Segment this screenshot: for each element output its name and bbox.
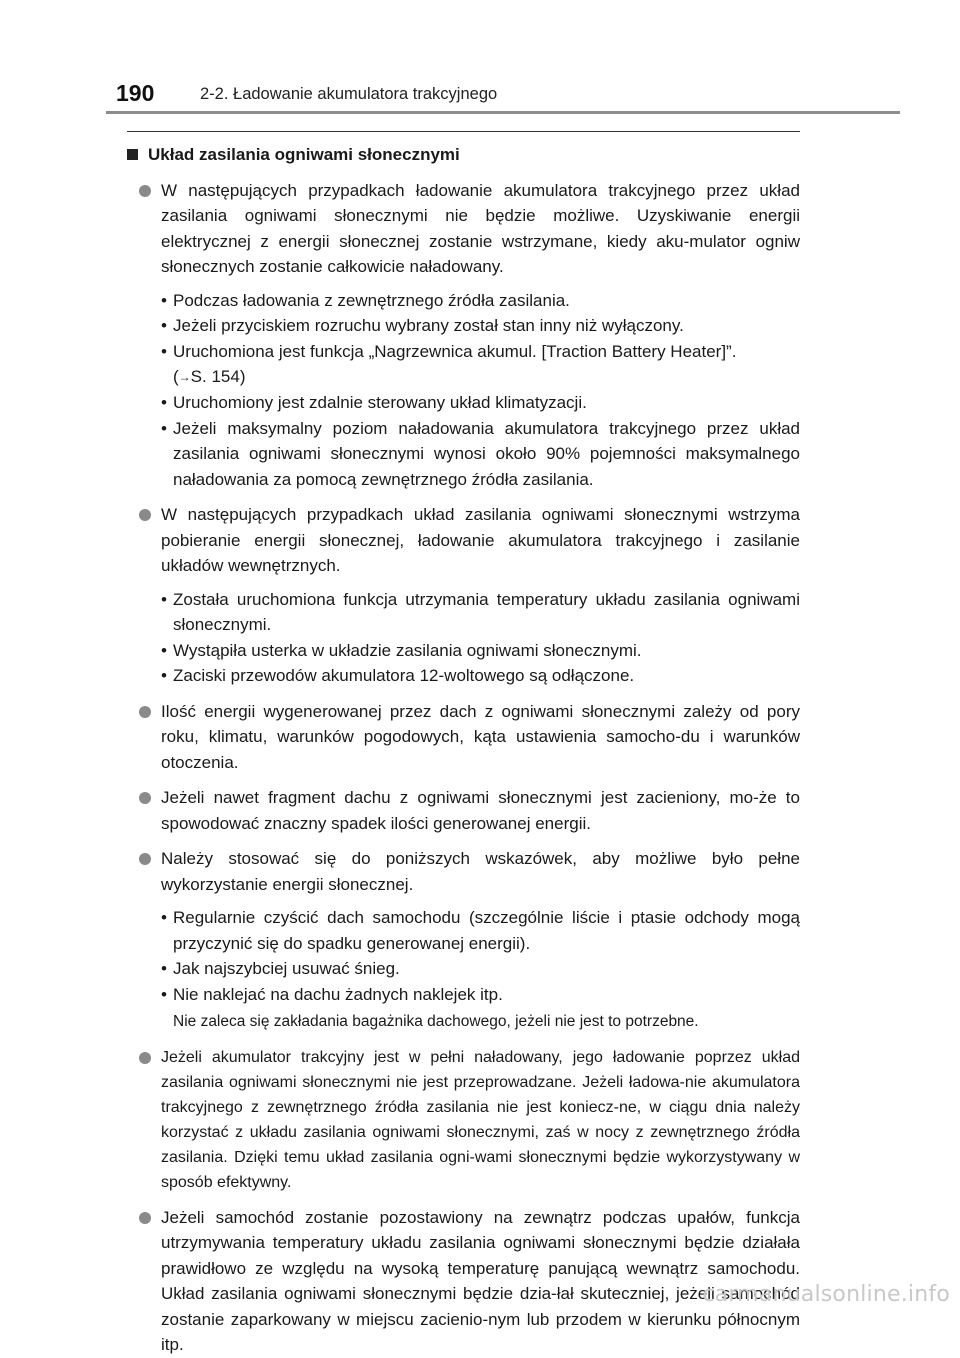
bullet-item (127, 1205, 800, 1358)
bullet-text: Jeżeli akumulator trakcyjny jest w pełni naładowany, jego ładowanie poprzez układ zasilania ogniwami słonecznymi nie jest przeprowadzane. Jeżeli ładowa-nie akumulatora trakcyjnego z zewnętrznego źródła zasilania nie jest koniecz-ne, w ciągu dnia należy korzystać z układu zasilania ogniwami słonecznymi, zaś w nocy z zewnętrznego źródła zasilania. Dzięki temu układ zasilania ogni-wami słonecznymi będzie wykorzystywany w sposób efektywny. (161, 1048, 800, 1191)
bullet-item (127, 178, 800, 493)
sub-item: • Uruchomiony jest zdalnie sterowany układ klimatyzacji. (161, 393, 587, 413)
sub-item: • Zaciski przewodów akumulatora 12-woltowego są odłączone. (161, 666, 635, 686)
header-divider (106, 111, 900, 114)
page-reference[interactable]: (→S. 154) (173, 367, 246, 386)
page-header (0, 0, 960, 112)
sub-item: • Uruchomiona jest funkcja „Nagrzewnica akumul. [Traction Battery Heater]”. (→S. 154) (161, 341, 737, 386)
bullet-item (127, 785, 800, 836)
sub-list (161, 905, 800, 1035)
bullet-text: W następujących przypadkach ładowanie akumulatora trakcyjnego przez układ zasilania ogniwami słonecznymi nie będzie możliwe. Uzyskiwanie energii elektrycznej z energii słonecznej zostanie wstrzymane, kiedy aku-mulator ogniw słonecznych zostanie całkowicie naładowany. (161, 180, 800, 276)
sub-item: • Regularnie czyścić dach samochodu (szczególnie liście i ptasie odchody mogą przyczynić się do spadku generowanej energii). (161, 908, 800, 953)
bullet-text: W następujących przypadkach układ zasilania ogniwami słonecznymi wstrzyma pobieranie energii słonecznej, ładowanie akumulatora trakcyjnego i zasilanie układów wewnętrznych. (161, 505, 800, 576)
content-divider (127, 131, 800, 132)
square-bullet-icon (127, 149, 138, 160)
page-number: 190 (116, 80, 155, 106)
sub-item: • Wystąpiła usterka w układzie zasilania ogniwami słonecznymi. (161, 640, 642, 660)
sub-item: • Jak najszybciej usuwać śnieg. (161, 959, 400, 979)
circle-bullet-icon (139, 706, 151, 718)
section-title: 2-2. Ładowanie akumulatora trakcyjnego (200, 85, 498, 103)
sub-note: Nie zaleca się zakładania bagażnika dachowego, jeżeli nie jest to potrzebne. (173, 1013, 699, 1031)
bullet-item (127, 699, 800, 776)
bullet-item (127, 846, 800, 1035)
bullet-item (127, 502, 800, 689)
sub-item: • Jeżeli przyciskiem rozruchu wybrany został stan inny niż wyłączony. (161, 316, 684, 335)
heading-text: Układ zasilania ogniwami słonecznymi (148, 145, 460, 164)
circle-bullet-icon (139, 1052, 151, 1064)
circle-bullet-icon (139, 853, 151, 865)
circle-bullet-icon (139, 509, 151, 521)
bullet-text: Jeżeli nawet fragment dachu z ogniwami słonecznymi jest zacieniony, mo-że to spowodować znaczny spadek ilości generowanej energii. (161, 788, 800, 833)
bullet-text: Należy stosować się do poniższych wskazówek, aby możliwe było pełne wykorzystanie energii słonecznej. (161, 849, 800, 894)
circle-bullet-icon (139, 185, 151, 197)
sub-item: • Została uruchomiona funkcja utrzymania temperatury układu zasilania ogniwami słonecznymi. (161, 589, 800, 635)
sub-list (161, 587, 800, 689)
arrow-right-icon: → (178, 369, 191, 384)
watermark: carmanualsonline.info (702, 1282, 950, 1307)
bullet-text: Ilość energii wygenerowanej przez dach z ogniwami słonecznymi zależy od pory roku, klimatu, warunków pogodowych, kąta ustawienia samocho-du i warunków otoczenia. (161, 701, 800, 772)
sub-item: • Jeżeli maksymalny poziom naładowania akumulatora trakcyjnego przez układ zasilania ogniwami słonecznymi wynosi około 90% pojemności maksymalnego naładowania za pomocą zewnętrznego źródła zasilania. (161, 418, 800, 489)
circle-bullet-icon (139, 1212, 151, 1224)
sub-item: • Nie naklejać na dachu żadnych naklejek itp. (161, 984, 503, 1004)
page-content (127, 142, 800, 1358)
section-heading (127, 142, 800, 168)
sub-item: • Podczas ładowania z zewnętrznego źródła zasilania. (161, 290, 570, 310)
sub-list (161, 288, 800, 493)
bullet-text: Jeżeli samochód zostanie pozostawiony na zewnątrz podczas upałów, funkcja utrzymywania temperatury układu zasilania ogniwami słonecznymi będzie działała prawidłowo ze względu na wysoką temperaturę panującą wewnątrz samochodu. Układ zasilania ogniwami słonecznymi będzie dzia-łał skuteczniej, jeżeli samochód zostanie zaparkowany w miejscu zacienio-nym lub przodem w kierunku północnym itp. (161, 1207, 800, 1355)
circle-bullet-icon (139, 792, 151, 804)
bullet-item (127, 1045, 800, 1195)
